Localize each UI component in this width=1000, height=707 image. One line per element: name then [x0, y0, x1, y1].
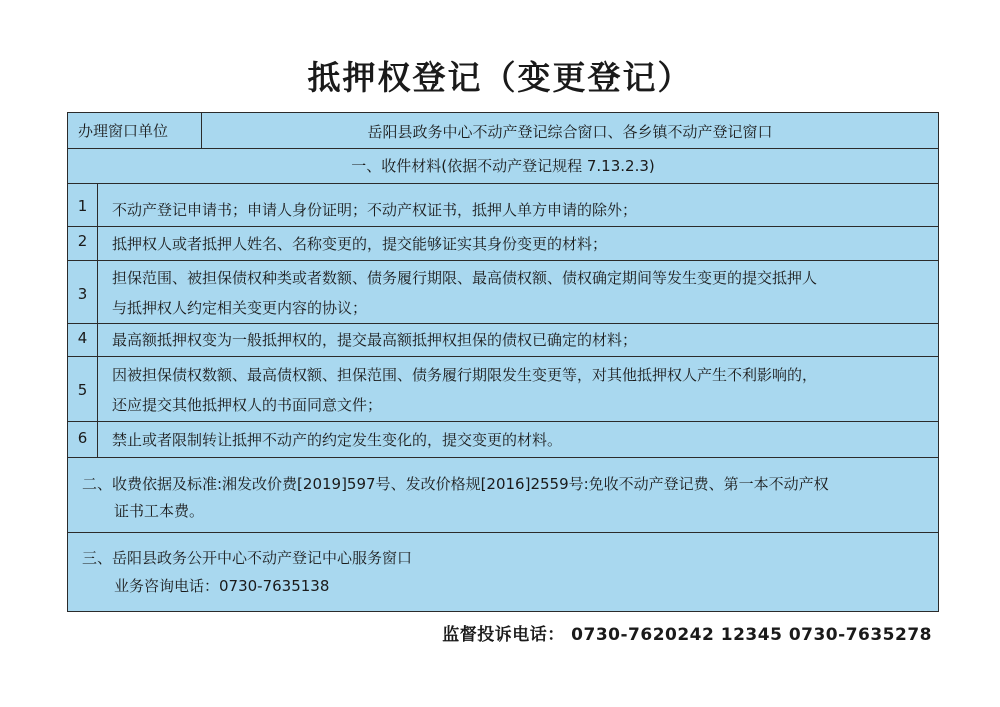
consult-phone: 业务咨询电话：0730-7635138	[114, 577, 330, 595]
item-divider	[97, 357, 98, 421]
list-item	[67, 356, 939, 422]
section1-heading-cell	[67, 148, 939, 184]
item-number: 5	[77, 381, 88, 399]
service-window: 三、岳阳县政务公开中心不动产登记中心服务窗口	[82, 549, 413, 567]
office-label: 办理窗口单位	[78, 122, 169, 140]
section3-cell	[67, 532, 939, 612]
item-number: 3	[77, 285, 88, 303]
list-item	[67, 260, 939, 324]
fee-basis-line1: 二、收费依据及标准:湘发改价费[2019]597号、发改价格规[2016]2559号:免收不动产登记费、第一本不动产权	[82, 475, 829, 493]
office-value-cell	[201, 112, 939, 150]
list-item	[67, 421, 939, 458]
page-title: 抵押权登记（变更登记）	[307, 58, 693, 97]
office-label-cell	[67, 112, 203, 150]
item-text: 担保范围、被担保债权种类或者数额、债务履行期限、最高债权额、债权确定期间等发生变更的提交抵押人	[112, 269, 818, 287]
item-number: 2	[77, 232, 88, 250]
section2-cell	[67, 457, 939, 533]
fee-basis-line2: 证书工本费。	[114, 502, 205, 520]
list-item	[67, 183, 939, 227]
list-item	[67, 323, 939, 357]
complaint-phone: 监督投诉电话： 0730-7620242 12345 0730-7635278	[442, 625, 932, 645]
item-text: 因被担保债权数额、最高债权额、担保范围、债务履行期限发生变更等，对其他抵押权人产生不利影响的，	[112, 366, 818, 384]
section1-heading: 一、收件材料(依据不动产登记规程 7.13.2.3)	[351, 157, 655, 175]
item-text: 还应提交其他抵押权人的书面同意文件；	[112, 396, 383, 414]
item-divider	[97, 184, 98, 226]
item-divider	[97, 422, 98, 457]
item-number: 4	[77, 329, 88, 347]
item-text: 抵押权人或者抵押人姓名、名称变更的，提交能够证实其身份变更的材料；	[112, 235, 608, 253]
list-item	[67, 226, 939, 261]
item-number: 1	[77, 197, 88, 215]
item-text: 与抵押权人约定相关变更内容的协议；	[112, 299, 368, 317]
item-divider	[97, 324, 98, 356]
item-number: 6	[77, 429, 88, 447]
item-divider	[97, 261, 98, 323]
item-text: 最高额抵押权变为一般抵押权的，提交最高额抵押权担保的债权已确定的材料；	[112, 331, 638, 349]
item-text: 不动产登记申请书；申请人身份证明；不动产权证书，抵押人单方申请的除外；	[112, 201, 638, 219]
item-text: 禁止或者限制转让抵押不动产的约定发生变化的，提交变更的材料。	[112, 431, 563, 449]
item-divider	[97, 227, 98, 260]
office-value: 岳阳县政务中心不动产登记综合窗口、各乡镇不动产登记窗口	[367, 123, 773, 141]
